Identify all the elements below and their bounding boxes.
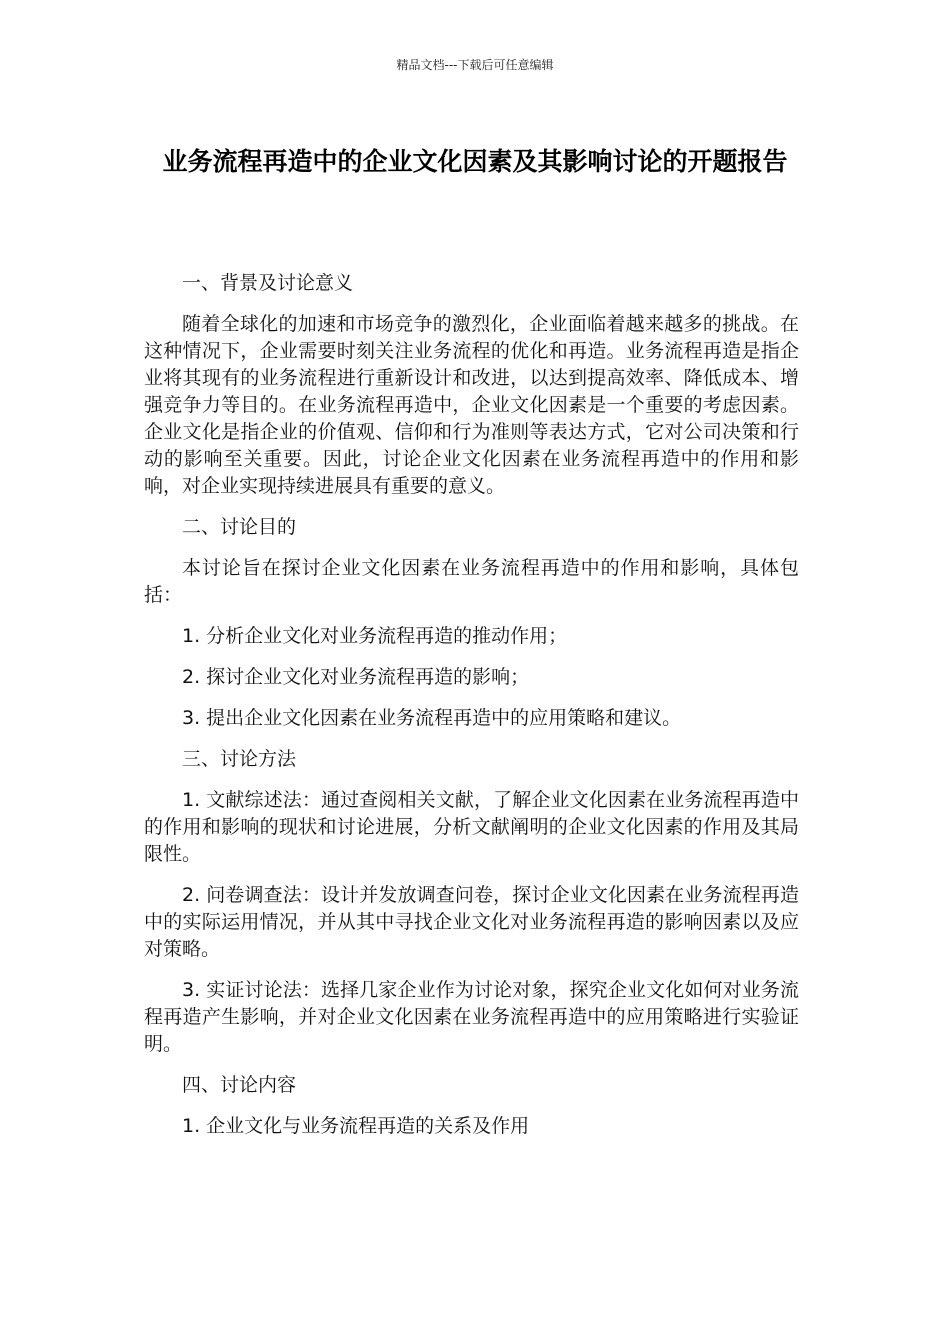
paragraph-purpose-intro: 本讨论旨在探讨企业文化因素在业务流程再造中的作用和影响，具体包括： [144, 557, 799, 606]
list-item-content-1: 1. 企业文化与业务流程再造的关系及作用 [182, 1115, 530, 1137]
page-header: 精品文档---下载后可任意编辑 [396, 58, 554, 72]
list-item-method-2: 2. 问卷调查法：设计并发放调查问卷，探讨企业文化因素在业务流程再造中的实际运用情况，并从其中寻找企业文化对业务流程再造的影响因素以及应对策略。 [144, 884, 799, 960]
section-heading-methods: 三、讨论方法 [182, 748, 297, 770]
list-item-method-1: 1. 文献综述法：通过查阅相关文献，了解企业文化因素在业务流程再造中的作用和影响的现状和讨论进展，分析文献阐明的企业文化因素的作用及其局限性。 [144, 789, 799, 865]
document-title: 业务流程再造中的企业文化因素及其影响讨论的开题报告 [162, 147, 788, 176]
list-item-purpose-2: 2. 探讨企业文化对业务流程再造的影响； [182, 666, 530, 688]
list-item-purpose-3: 3. 提出企业文化因素在业务流程再造中的应用策略和建议。 [182, 707, 682, 729]
section-heading-content: 四、讨论内容 [182, 1074, 297, 1096]
list-item-method-3: 3. 实证讨论法：选择几家企业作为讨论对象，探究企业文化如何对业务流程再造产生影响，并对企业文化因素在业务流程再造中的应用策略进行实验证明。 [144, 979, 799, 1055]
section-heading-background: 一、背景及讨论意义 [182, 272, 354, 294]
document-body [144, 270, 799, 1154]
section-heading-purpose: 二、讨论目的 [182, 516, 297, 538]
list-item-purpose-1: 1. 分析企业文化对业务流程再造的推动作用； [182, 625, 568, 647]
paragraph-background: 随着全球化的加速和市场竞争的激烈化，企业面临着越来越多的挑战。在这种情况下，企业需要时刻关注业务流程的优化和再造。业务流程再造是指企业将其现有的业务流程进行重新设计和改进，以达到提高效率、降低成本、增强竞争力等目的。在业务流程再造中，企业文化因素是一个重要的考虑因素。企业文化是指企业的价值观、信仰和行为准则等表达方式，它对公司决策和行动的影响至关重要。因此，讨论企业文化因素在业务流程再造中的作用和影响，对企业实现持续进展具有重要的意义。 [144, 313, 799, 497]
